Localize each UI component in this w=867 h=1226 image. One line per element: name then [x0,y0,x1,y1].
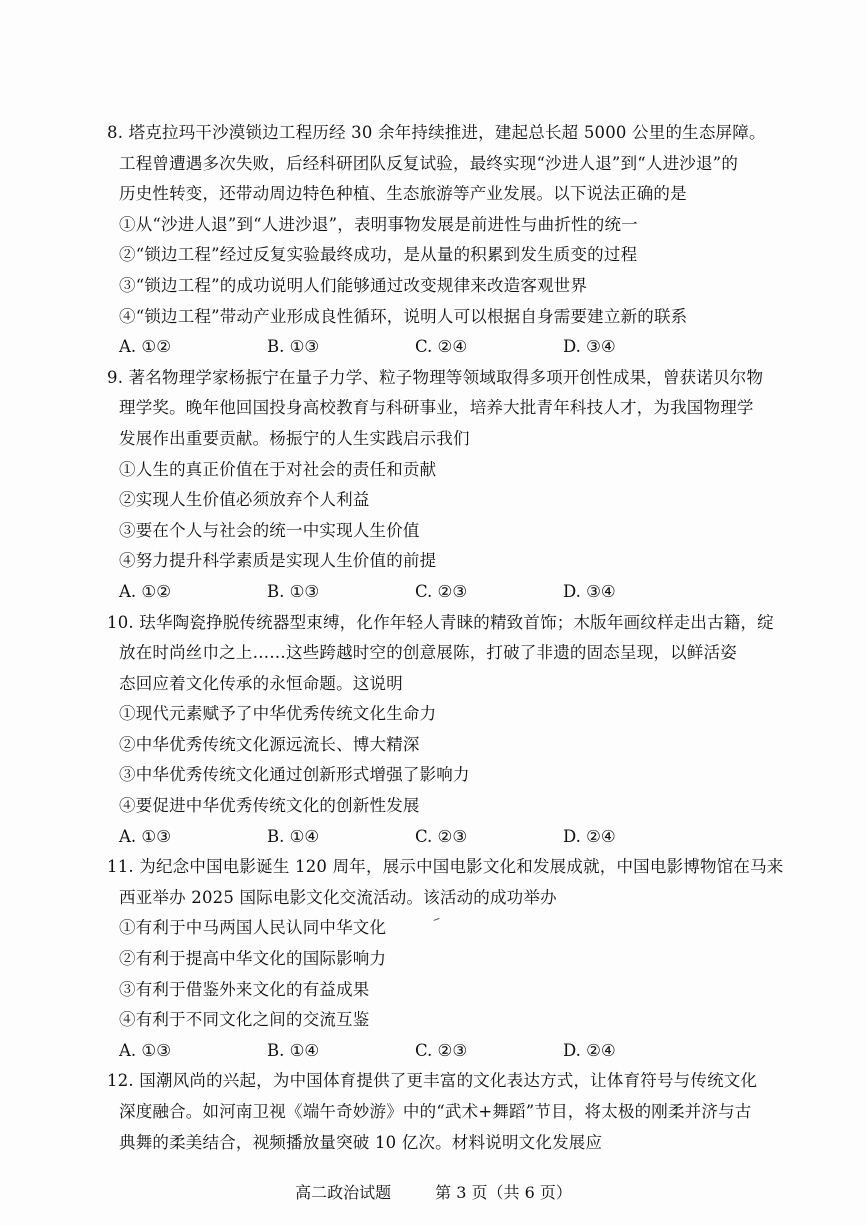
answer-choice-a: A. ①② [119,337,171,357]
question-10-option: ②中华优秀传统文化源远流长、博大精深 [119,734,420,754]
question-9-option: ④努力提升科学素质是实现人生价值的前提 [119,551,437,571]
question-12-stem-line: 深度融合。如河南卫视《端午奇妙游》中的“武术+舞蹈”节目，将太极的刚柔并济与古 [119,1102,752,1121]
question-9-option: ③要在个人与社会的统一中实现人生价值 [119,520,420,540]
question-11-answer-choices [119,1036,807,1067]
question-8-stem-line: 历史性转变，还带动周边特色种植、生态旅游等产业发展。以下说法正确的是 [119,184,687,204]
question-12 [107,1066,807,1158]
answer-choice-b: B. ①④ [267,1040,320,1060]
question-10-stem-line: 态回应着文化传承的永恒命题。这说明 [119,673,403,693]
question-10-stem-line: 放在时尚丝巾之上……这些跨越时空的创意展陈，打破了非遗的固态呈现，以鲜活姿 [119,643,737,663]
question-8-option: ①从“沙进人退”到“人进沙退”，表明事物发展是前进性与曲折性的统一 [119,214,638,234]
question-11-option: ①有利于中马两国人民认同中华文化 [119,918,387,938]
question-10 [107,608,807,853]
question-11-option: ④有利于不同文化之间的交流互鉴 [119,1010,370,1030]
footer-page-number: 第 3 页（共 6 页） [435,1183,572,1202]
answer-choice-d: D. ③④ [563,337,616,357]
page-footer [0,1182,867,1204]
questions-container [107,118,807,1158]
question-9-stem-line: 9. 著名物理学家杨振宁在量子力学、粒子物理等领域取得多项开创性成果，曾获诺贝尔物 [107,367,764,387]
answer-choice-c: C. ②③ [415,826,468,846]
question-8-option: ②“锁边工程”经过反复实验最终成功，是从量的积累到发生质变的过程 [119,245,638,265]
question-11-stem-line: 11. 为纪念中国电影诞生 120 周年，展示中国电影文化和发展成就，中国电影博物馆在马来 [107,857,784,877]
answer-choice-a: A. ①③ [119,826,171,846]
answer-choice-b: B. ①④ [267,826,320,846]
question-9-stem-line: 发展作出重要贡献。杨振宁的人生实践启示我们 [119,428,470,448]
question-10-stem-line: 10. 珐华陶瓷挣脱传统器型束缚，化作年轻人青睐的精致首饰；木版年画纹样走出古籍，绽 [107,612,774,632]
answer-choice-d: D. ③④ [563,581,616,601]
question-11 [107,852,807,1066]
answer-choice-b: B. ①③ [267,581,320,601]
question-9-option: ②实现人生价值必须放弃个人利益 [119,490,370,510]
question-9-option: ①人生的真正价值在于对社会的责任和贡献 [119,459,437,479]
question-11-option: ②有利于提高中华文化的国际影响力 [119,949,387,969]
question-10-option: ④要促进中华优秀传统文化的创新性发展 [119,796,420,816]
footer-subject: 高二政治试题 [295,1183,392,1202]
question-10-answer-choices [119,822,807,853]
question-8-stem-line: 8. 塔克拉玛干沙漠锁边工程历经 30 余年持续推进，建起总长超 5000 公里的生态屏障。 [107,123,766,142]
question-8-stem-line: 工程曾遭遇多次失败，后经科研团队反复试验，最终实现“沙进人退”到“人进沙退”的 [119,153,739,173]
question-10-option: ①现代元素赋予了中华优秀传统文化生命力 [119,704,437,724]
question-10-option: ③中华优秀传统文化通过创新形式增强了影响力 [119,765,470,785]
answer-choice-c: C. ②③ [415,1040,468,1060]
answer-choice-d: D. ②④ [563,1040,616,1060]
answer-choice-a: A. ①② [119,581,171,601]
question-9-stem-line: 理学奖。晚年他回国投身高校教育与科研事业，培养大批青年科技人才，为我国物理学 [119,398,754,418]
question-11-option: ③有利于借鉴外来文化的有益成果 [119,979,370,999]
answer-choice-b: B. ①③ [267,337,320,357]
question-12-stem-line: 12. 国潮风尚的兴起，为中国体育提供了更丰富的文化表达方式，让体育符号与传统文化 [107,1071,758,1091]
question-8-option: ③“锁边工程”的成功说明人们能够通过改变规律来改造客观世界 [119,275,588,295]
answer-choice-c: C. ②③ [415,581,468,601]
answer-choice-c: C. ②④ [415,337,468,357]
question-9 [107,363,807,608]
answer-choice-a: A. ①③ [119,1040,171,1060]
question-9-answer-choices [119,577,807,608]
question-8-option: ④“锁边工程”带动产业形成良性循环，说明人可以根据自身需要建立新的联系 [119,306,688,326]
answer-choice-d: D. ②④ [563,826,616,846]
question-12-stem-line: 典舞的柔美结合，视频播放量突破 10 亿次。材料说明文化发展应 [119,1132,603,1152]
question-8 [107,118,807,363]
question-11-stem-line: 西亚举办 2025 国际电影文化交流活动。该活动的成功举办 [119,887,557,907]
question-8-answer-choices [119,332,807,363]
